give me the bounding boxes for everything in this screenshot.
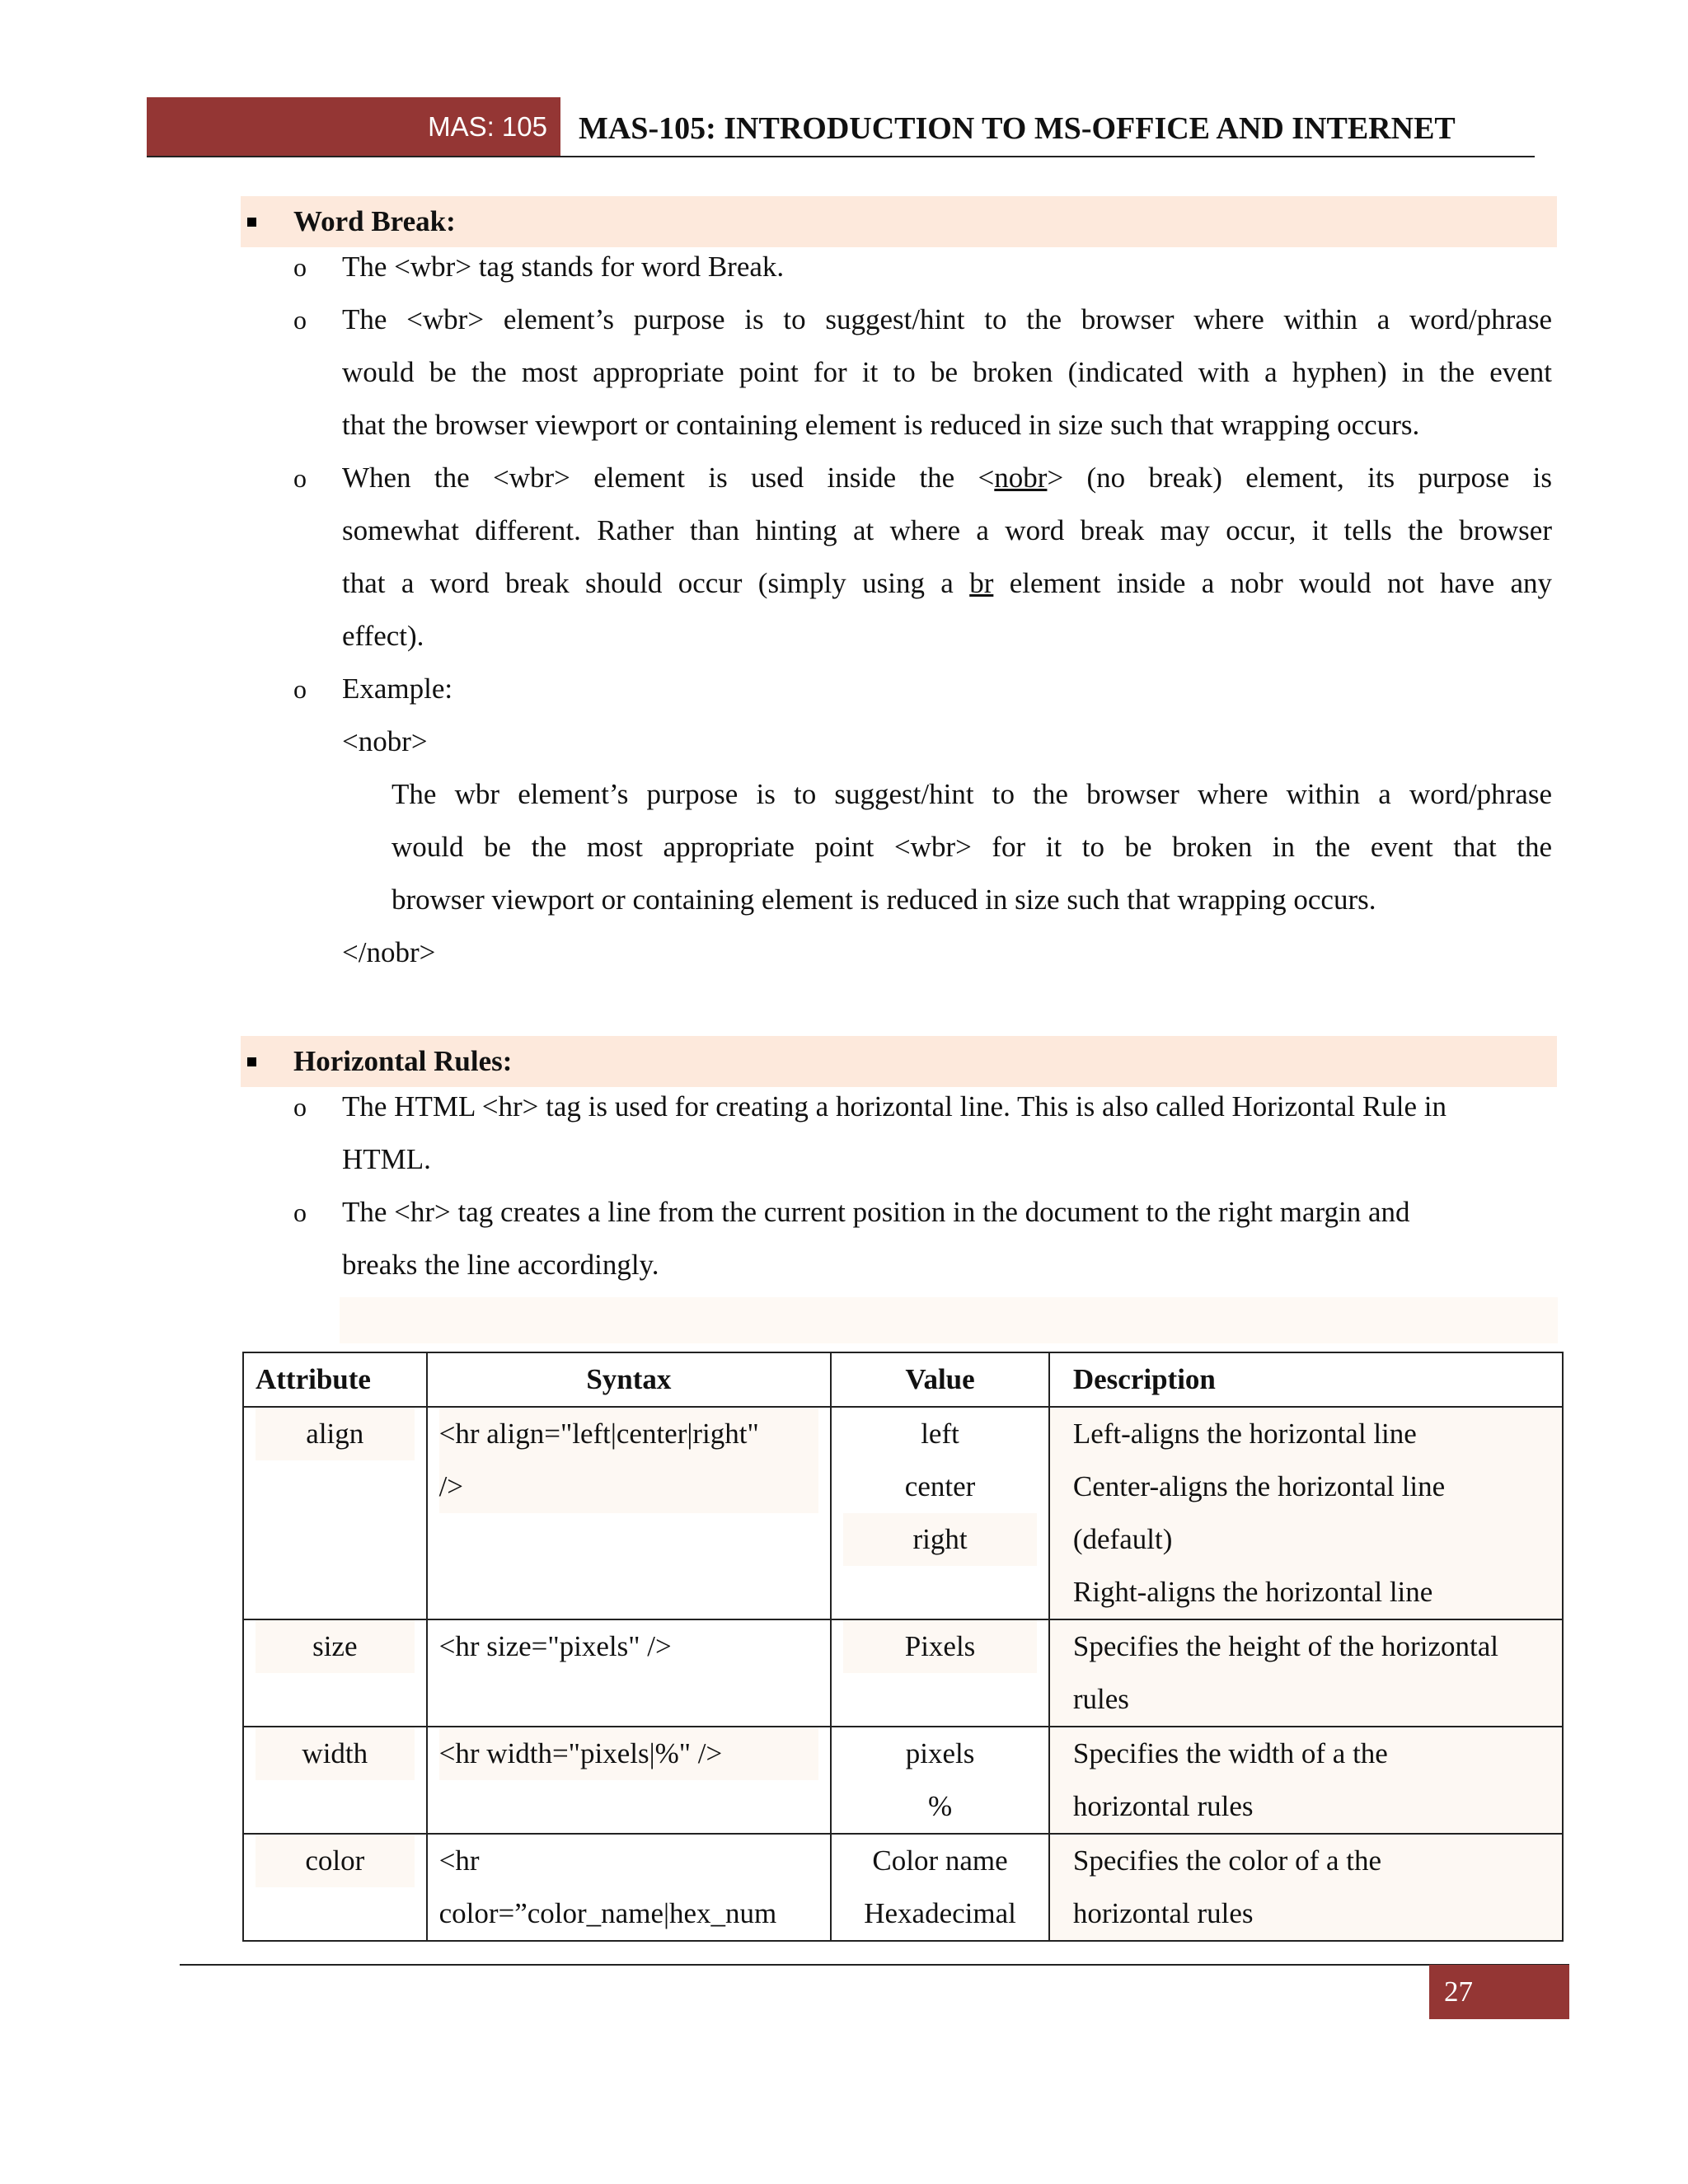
cell-description: Specifies the height of the horizontal rules bbox=[1049, 1619, 1563, 1727]
example-line-2: would be the most appropriate point <wbr> for it to be broken in the event that the bbox=[392, 831, 1552, 863]
wbr-bullet-3-line-1: When the <wbr> element is used inside the <nobr> (no break) element, its purpose is bbox=[342, 462, 1552, 494]
cell-value: left center right bbox=[831, 1407, 1049, 1619]
wbr-example-label: Example: bbox=[342, 673, 453, 705]
wbr-bullet-3-line-2: somewhat different. Rather than hinting at where a word break may occur, it tells the browser bbox=[342, 514, 1552, 546]
col-header-attribute: Attribute bbox=[243, 1352, 427, 1407]
square-bullet-icon bbox=[247, 218, 256, 227]
example-line-3: browser viewport or containing element is reduced in size such that wrapping occurs. bbox=[392, 883, 1376, 916]
circle-bullet-icon: o bbox=[293, 674, 307, 704]
wbr-bullet-2-line-2: would be the most appropriate point for it to be broken (indicated with a hyphen) in the event bbox=[342, 356, 1552, 388]
cell-syntax: <hr size="pixels" /> bbox=[427, 1619, 832, 1727]
square-bullet-icon bbox=[247, 1057, 256, 1066]
page-number: 27 bbox=[1429, 1965, 1569, 2019]
example-close-tag: </nobr> bbox=[342, 936, 436, 968]
table-row bbox=[243, 1407, 1563, 1619]
cell-attribute: color bbox=[243, 1834, 427, 1941]
footer-rule bbox=[180, 1964, 1569, 1966]
hr-bullet-1-line-1: The HTML <hr> tag is used for creating a horizontal line. This is also called Horizontal Rule in bbox=[342, 1090, 1447, 1122]
cell-attribute: width bbox=[243, 1727, 427, 1834]
hr-attribute-table bbox=[242, 1352, 1564, 1942]
wbr-bullet-2-line-3: that the browser viewport or containing element is reduced in size such that wrapping occurs. bbox=[342, 409, 1420, 441]
circle-bullet-icon: o bbox=[293, 252, 307, 282]
word-break-heading: Word Break: bbox=[293, 205, 456, 237]
circle-bullet-icon: o bbox=[293, 1092, 307, 1122]
cell-description: Specifies the width of a the horizontal rules bbox=[1049, 1727, 1563, 1834]
header-rule bbox=[147, 156, 1535, 157]
table-caption-band bbox=[340, 1297, 1558, 1343]
example-line-1: The wbr element’s purpose is to suggest/hint to the browser where within a word/phrase bbox=[392, 778, 1552, 810]
cell-syntax: <hr color=”color_name|hex_num bbox=[427, 1834, 832, 1941]
cell-attribute: size bbox=[243, 1619, 427, 1727]
cell-description: Left-aligns the horizontal line Center-aligns the horizontal line (default) Right-aligns the horizontal line bbox=[1049, 1407, 1563, 1619]
nobr-underlined: nobr bbox=[994, 462, 1048, 494]
col-header-value: Value bbox=[831, 1352, 1049, 1407]
table-row bbox=[243, 1834, 1563, 1941]
hr-bullet-2-line-1: The <hr> tag creates a line from the current position in the document to the right margin and bbox=[342, 1196, 1410, 1228]
wbr-bullet-1: The <wbr> tag stands for word Break. bbox=[342, 251, 785, 283]
col-header-syntax: Syntax bbox=[427, 1352, 832, 1407]
table-row bbox=[243, 1619, 1563, 1727]
cell-description: Specifies the color of a the horizontal rules bbox=[1049, 1834, 1563, 1941]
hr-heading: Horizontal Rules: bbox=[293, 1045, 513, 1077]
example-open-tag: <nobr> bbox=[342, 725, 428, 757]
wbr-bullet-3-line-3: that a word break should occur (simply using a br element inside a nobr would not have any bbox=[342, 567, 1552, 599]
table-row bbox=[243, 1727, 1563, 1834]
cell-value: Pixels bbox=[831, 1619, 1049, 1727]
cell-value: pixels % bbox=[831, 1727, 1049, 1834]
page-title: MAS-105: INTRODUCTION TO MS-OFFICE AND INTERNET bbox=[579, 111, 1456, 146]
cell-attribute: align bbox=[243, 1407, 427, 1619]
cell-value: Color name Hexadecimal bbox=[831, 1834, 1049, 1941]
cell-syntax: <hr width="pixels|%" /> bbox=[427, 1727, 832, 1834]
circle-bullet-icon: o bbox=[293, 305, 307, 335]
br-underlined: br bbox=[969, 567, 994, 599]
table-header-row bbox=[243, 1352, 1563, 1407]
wbr-bullet-2-line-1: The <wbr> element’s purpose is to suggest/hint to the browser where within a word/phrase bbox=[342, 303, 1552, 335]
wbr-bullet-3-line-4: effect). bbox=[342, 620, 424, 652]
hr-bullet-1-line-2: HTML. bbox=[342, 1143, 431, 1175]
circle-bullet-icon: o bbox=[293, 1197, 307, 1227]
cell-syntax: <hr align="left|center|right" /> bbox=[427, 1407, 832, 1619]
circle-bullet-icon: o bbox=[293, 463, 307, 493]
hr-bullet-2-line-2: breaks the line accordingly. bbox=[342, 1249, 659, 1281]
header-tag: MAS: 105 bbox=[147, 97, 560, 157]
col-header-description: Description bbox=[1049, 1352, 1563, 1407]
